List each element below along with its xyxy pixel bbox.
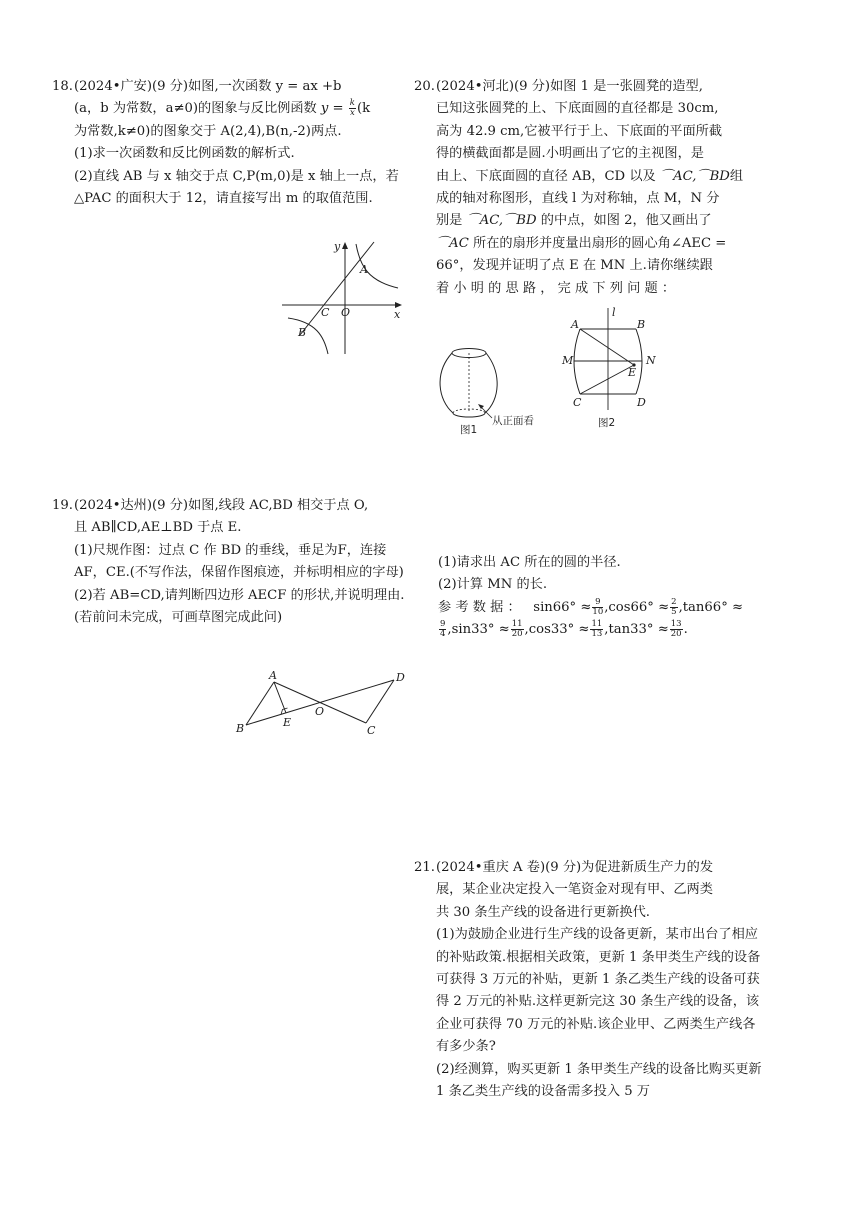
label-O: O — [341, 306, 351, 319]
fraction: $\frac{2}{5}$ — [671, 596, 677, 617]
question-stem-line: 66°，发现并证明了点 E 在 MN 上.请你继续跟 — [436, 258, 713, 274]
label-C: C — [573, 396, 582, 409]
question-stem-line: 已知这张圆凳的上、下底面圆的直径都是 30cm, — [436, 101, 719, 117]
segment-AB — [246, 682, 274, 725]
figure-q20-1 — [436, 338, 561, 436]
sub-question-1: (1)请求出 AC 所在的圆的半径. — [438, 555, 621, 570]
fraction: $\frac{11}{13}$ — [591, 619, 603, 640]
question-number: 20. — [414, 79, 435, 94]
question-number: 18. — [52, 79, 73, 94]
question-stem-line: 共 30 条生产线的设备进行更新换代. — [436, 904, 650, 920]
label-D: D — [396, 671, 405, 684]
question-stem-line: (2024•广安)(9 分)如图,一次函数 y = ax +b — [74, 79, 342, 94]
question-stem-line: 且 AB∥CD,AE⊥BD 于点 E. — [74, 520, 242, 536]
figure-q20-2 — [560, 302, 670, 430]
stool-bottom — [453, 413, 485, 417]
segment-BD — [246, 680, 394, 725]
question-stem-line: 展，某企业决定投入一笔资金对现有甲、乙两类 — [436, 882, 713, 898]
label-l: l — [612, 306, 616, 319]
question-stem-line: 得的横截面都是圆.小明画出了它的主视图，是 — [436, 146, 704, 162]
figure-caption: 图2 — [598, 417, 616, 429]
fraction: $\frac{9}{10}$ — [592, 596, 604, 617]
segment-CD — [366, 680, 394, 723]
figure-q18 — [278, 236, 408, 361]
reference-data-cont: $\frac{9}{4}$ ,sin33° ≈ $\frac{11}{20}$ ,cos33° ≈ $\frac{11}{13}$ ,tan33° ≈ $\frac{13}{20}$ . — [440, 619, 688, 640]
sub-question-2: (2)若 AB=CD,请判断四边形 AECF 的形状,并说明理由.(若前问未完成，可画草图完成此问) — [74, 587, 405, 626]
formula: y — [320, 101, 329, 117]
label-B: B — [637, 318, 646, 331]
label-A: A — [571, 318, 579, 331]
stool-right-side — [485, 353, 497, 413]
fraction: $\frac{11}{20}$ — [511, 619, 523, 640]
segment-CE — [580, 365, 637, 394]
label-E: E — [628, 366, 637, 379]
view-arrow-head — [478, 404, 484, 409]
label-D: D — [637, 396, 646, 409]
question-20-subquestions — [438, 552, 768, 642]
view-label: 从正面看 — [492, 415, 534, 427]
label-E: E — [283, 716, 292, 729]
question-stem-line: 别是 ⌒AC,⌒BD 的中点，如图 2，他又画出了 — [436, 213, 712, 229]
fraction: $\frac{13}{20}$ — [670, 619, 682, 640]
reference-data: 参 考 数 据 ： sin66° ≈ $\frac{9}{10}$ ,cos66° ≈ $\frac{2}{5}$ ,tan66° ≈ — [438, 596, 744, 617]
fraction: $\frac{9}{4}$ — [440, 619, 446, 640]
stool-left-side — [440, 353, 453, 413]
question-stem-line: 为常数,k≠0)的图象交于 A(2,4),B(n,-2)两点. — [74, 123, 342, 139]
sub-question-1: (1)为鼓励企业进行生产线的设备更新，某市出台了相应的补贴政策.根据相关政策，更新 1 条甲类生产线的设备可获得 3 万元的补贴，更新 1 条乙类生产线的设备可获得 2 万元的补贴.这样更新完这 30 条生产线的设备，该企业可获得 70 万元的补贴.该企业甲、乙两类生产线各有多少条? — [436, 927, 761, 1055]
label-y: y — [334, 240, 341, 253]
figure-q19 — [232, 668, 412, 738]
question-stem-line: (2024•重庆 A 卷)(9 分)为促进新质生产力的发 — [436, 860, 714, 875]
linear-function-line — [300, 242, 374, 335]
question-stem-line: (2024•河北)(9 分)如图 1 是一张圆凳的造型, — [436, 79, 703, 94]
segment-AE — [580, 329, 634, 365]
question-stem-line: (a，b 为常数，a≠0)的图象与反比例函数 y = $\frac{k}{x}$ (k — [74, 98, 371, 119]
label-C: C — [367, 724, 376, 737]
question-20 — [414, 76, 764, 300]
label-M: M — [562, 354, 574, 367]
question-stem-line: 高为 42.9 cm,它被平行于上、下底面的平面所截 — [436, 123, 723, 139]
question-19 — [52, 495, 414, 629]
fraction: $\frac{k}{x}$ — [349, 98, 355, 119]
label-B: B — [236, 722, 245, 735]
sub-question-1: (1)求一次函数和反比例函数的解析式. — [74, 146, 295, 162]
arc-AC — [574, 329, 580, 394]
question-18 — [52, 76, 414, 210]
label-N: N — [646, 354, 656, 367]
question-21 — [414, 857, 764, 1103]
sub-question-2: (2)直线 AB 与 x 轴交于点 C,P(m,0)是 x 轴上一点，若△PAC 的面积大于 12，请直接写出 m 的取值范围. — [74, 168, 399, 207]
label-B: B — [298, 326, 307, 339]
arc-BD — [636, 329, 642, 394]
question-stem-line: 着 小 明 的 思 路 ， 完 成 下 列 问 题 ： — [436, 280, 676, 296]
label-x: x — [394, 308, 401, 321]
question-stem-line: ⌒AC 所在的扇形并度量出扇形的圆心角∠AEC = — [436, 235, 727, 251]
question-number: 21. — [414, 860, 435, 875]
figure-caption: 图1 — [460, 424, 478, 436]
y-axis-arrow — [342, 242, 348, 249]
hyperbola-branch-2 — [288, 318, 328, 354]
label-O: O — [315, 705, 325, 718]
question-stem-line: 由上、下底面圆的直径 AB，CD 以及 ⌒AC,⌒BD组 — [436, 168, 744, 184]
label-C: C — [321, 306, 330, 319]
sub-question-1: (1)尺规作图：过点 C 作 BD 的垂线，垂足为F，连接 AF，CE.(不写作法，保留作图痕迹，并标明相应的字母) — [74, 542, 404, 581]
question-number: 19. — [52, 498, 73, 513]
sub-question-2: (2)计算 MN 的长. — [438, 577, 548, 593]
label-A: A — [269, 669, 277, 682]
question-stem-line: (2024•达州)(9 分)如图,线段 AC,BD 相交于点 O, — [74, 498, 369, 513]
sub-question-2: (2)经测算，购买更新 1 条甲类生产线的设备比购买更新 1 条乙类生产线的设备需多投入 5 万 — [436, 1061, 762, 1100]
question-stem-line: 成的轴对称图形，直线 l 为对称轴，点 M，N 分 — [436, 191, 720, 207]
label-A: A — [360, 263, 368, 276]
